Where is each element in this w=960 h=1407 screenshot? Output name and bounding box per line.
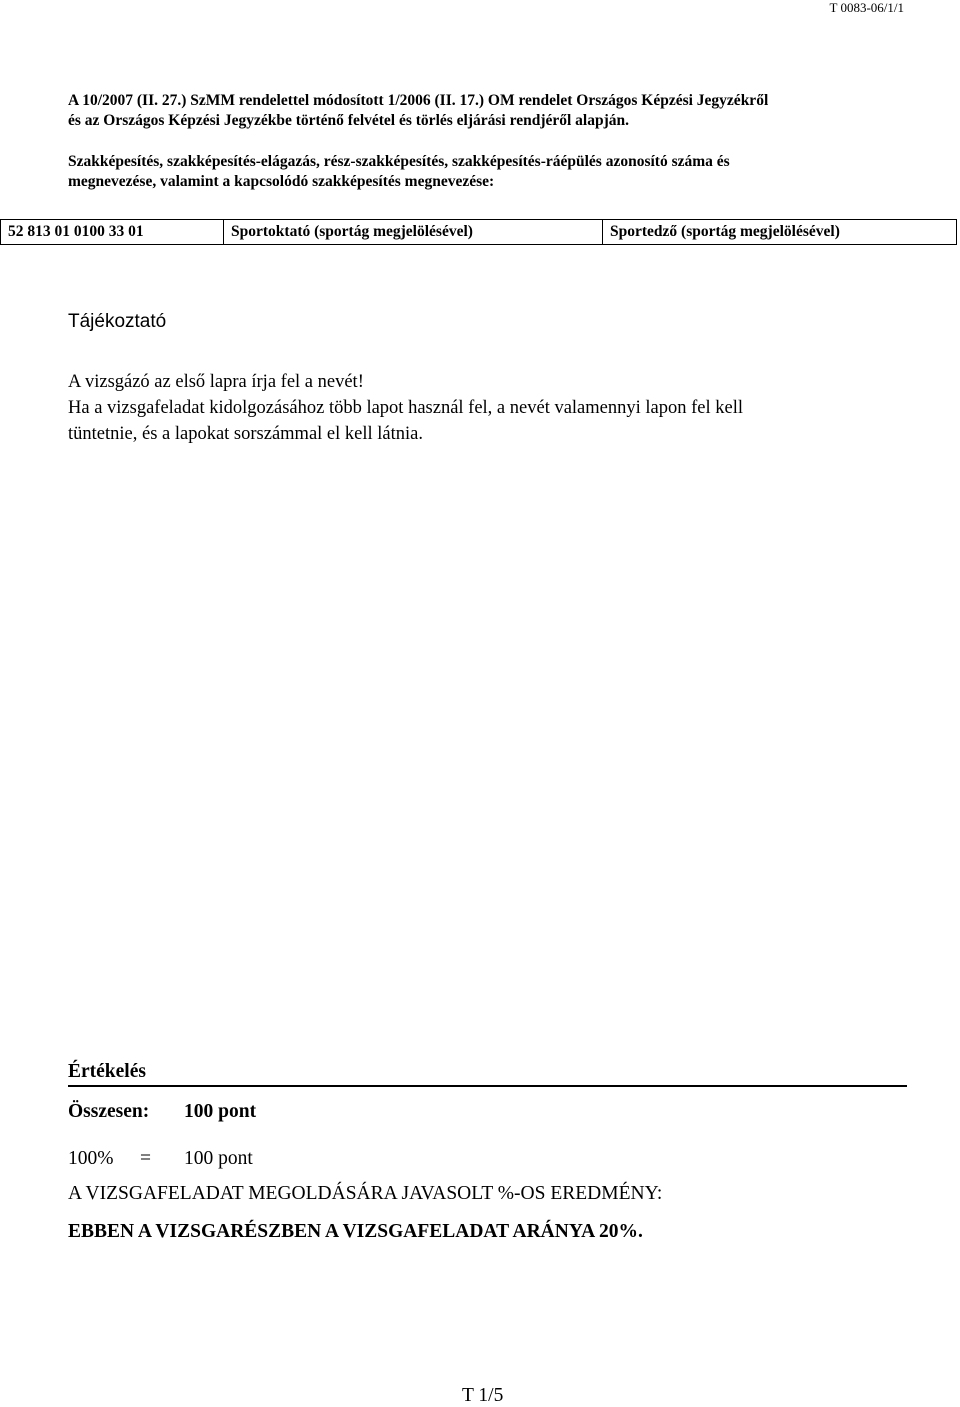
qualification-intro xyxy=(68,152,948,192)
instructions xyxy=(68,369,928,447)
related-qualification-cell: Sportedző (sportág megjelölésével) xyxy=(603,220,957,245)
ratio-note: EBBEN A VIZSGARÉSZBEN A VIZSGAFELADAT ARÁNYA 20%. xyxy=(68,1221,643,1242)
info-heading: Tájékoztató xyxy=(68,311,167,332)
percent-row xyxy=(68,1148,253,1170)
instruction-line: Ha a vizsgafeladat kidolgozásához több lapot használ fel, a nevét valamennyi lapon fel kell xyxy=(68,398,743,418)
suggested-result-label: A VIZSGAFELADAT MEGOLDÁSÁRA JAVASOLT %-OS EREDMÉNY: xyxy=(68,1183,663,1204)
evaluation-divider xyxy=(68,1085,907,1087)
total-value: 100 pont xyxy=(184,1101,257,1122)
total-label: Összesen: xyxy=(68,1101,150,1122)
total-row xyxy=(68,1101,257,1123)
evaluation-heading: Értékelés xyxy=(68,1061,146,1082)
page-number: T 1/5 xyxy=(462,1385,504,1406)
qualification-name-cell: Sportoktató (sportág megjelölésével) xyxy=(224,220,603,245)
qualification-intro-line: megnevezése, valamint a kapcsolódó szakképesítés megnevezése: xyxy=(68,173,495,190)
legal-reference-line: és az Országos Képzési Jegyzékbe történő felvétel és törlés eljárási rendjéről alapján. xyxy=(68,112,630,129)
table-row xyxy=(1,220,957,245)
percent-label: 100% xyxy=(68,1148,114,1169)
qualification-table xyxy=(0,219,957,245)
instruction-line: tüntetnie, és a lapokat sorszámmal el kell látnia. xyxy=(68,424,423,444)
document-code: T 0083-06/1/1 xyxy=(829,0,904,15)
legal-reference xyxy=(68,91,928,131)
equals-sign: = xyxy=(140,1148,151,1169)
percent-value: 100 pont xyxy=(184,1148,253,1169)
qualification-code-cell: 52 813 01 0100 33 01 xyxy=(1,220,224,245)
instruction-line: A vizsgázó az első lapra írja fel a nevét! xyxy=(68,372,364,392)
legal-reference-line: A 10/2007 (II. 27.) SzMM rendelettel módosított 1/2006 (II. 17.) OM rendelet Országos Képzési Jegyzékről xyxy=(68,92,769,109)
qualification-intro-line: Szakképesítés, szakképesítés-elágazás, rész-szakképesítés, szakképesítés-ráépülés azonosító száma és xyxy=(68,153,730,170)
